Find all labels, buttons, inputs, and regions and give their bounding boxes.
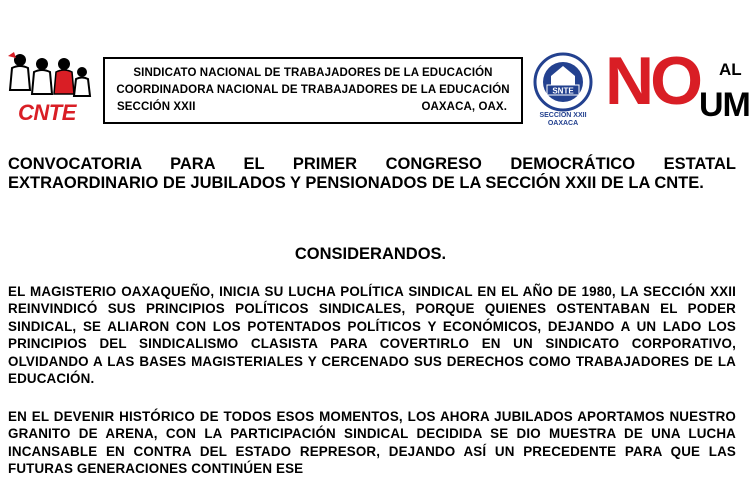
snte-caption-2: OAXACA — [547, 120, 579, 127]
banner-no-text: NO — [605, 43, 699, 119]
section-label: SECCIÓN XXII — [117, 101, 196, 113]
location-label: OAXACA, OAX. — [421, 101, 507, 113]
letterhead-box — [103, 57, 523, 124]
cnte-logo-text: CNTE — [18, 100, 76, 125]
snte-logo — [531, 52, 595, 130]
snte-caption-1: SECCION XXII — [539, 112, 587, 119]
org-line-2: COORDINADORA NACIONAL DE TRABAJADORES DE LA EDUCACIÓN — [116, 84, 510, 96]
banner-al-text: AL — [719, 60, 742, 79]
banner-um-text: UM — [699, 86, 750, 124]
snte-emblem-text: SNTE — [552, 86, 574, 96]
considerandos-heading: CONSIDERANDOS. — [294, 245, 447, 263]
no-campaign-banner — [605, 43, 750, 128]
convocatoria-title: CONVOCATORIA PARA EL PRIMER CONGRESO DEMOCRÁTICO ESTATAL EXTRAORDINARIO DE JUBILADOS Y PENSIONADOS DE LA SECCIÓN XXII DE LA CNTE. — [8, 155, 736, 192]
snte-emblem-icon — [531, 52, 595, 112]
paragraph-2: EN EL DEVENIR HISTÓRICO DE TODOS ESOS MOMENTOS, LOS AHORA JUBILADOS APORTAMOS NUESTRO GRANITO DE ARENA, CON LA PARTICIPACIÓN SINDICAL DECIDIDA SE DIO MUESTRA DE UNA LUCHA INCANSABLE EN CONTRA DEL ESTADO REPRESOR, DEJANDO ASÍ UN PRECEDENTE PARA QUE LAS FUTURAS GENERACIONES CONTINÚEN ESE — [8, 409, 736, 477]
org-line-1: SINDICATO NACIONAL DE TRABAJADORES DE LA EDUCACIÓN — [133, 67, 493, 79]
cnte-logo — [6, 50, 92, 126]
paragraph-1: EL MAGISTERIO OAXAQUEÑO, INICIA SU LUCHA POLÍTICA SINDICAL EN EL AÑO DE 1980, LA SECCIÓN XXII REINVINDICÓ SUS PRINCIPIOS POLÍTICOS SINDICALES, PORQUE QUIENES OSTENTABAN EL PODER SINDICAL, SE ALIARON CON LOS POTENTADOS POLÍTICOS Y ECONÓMICOS, DEJANDO A UN LADO LOS PRINCIPIOS DEL SINDICALISMO CLASISTA PARA COVERTIRLO EN UN SINDICATO CORPORATIVO, OLVIDANDO A LAS BASES MAGISTERIALES Y CERCENADO SUS DERECHOS COMO TRABAJADORES DE LA EDUCACIÓN. — [8, 284, 736, 387]
